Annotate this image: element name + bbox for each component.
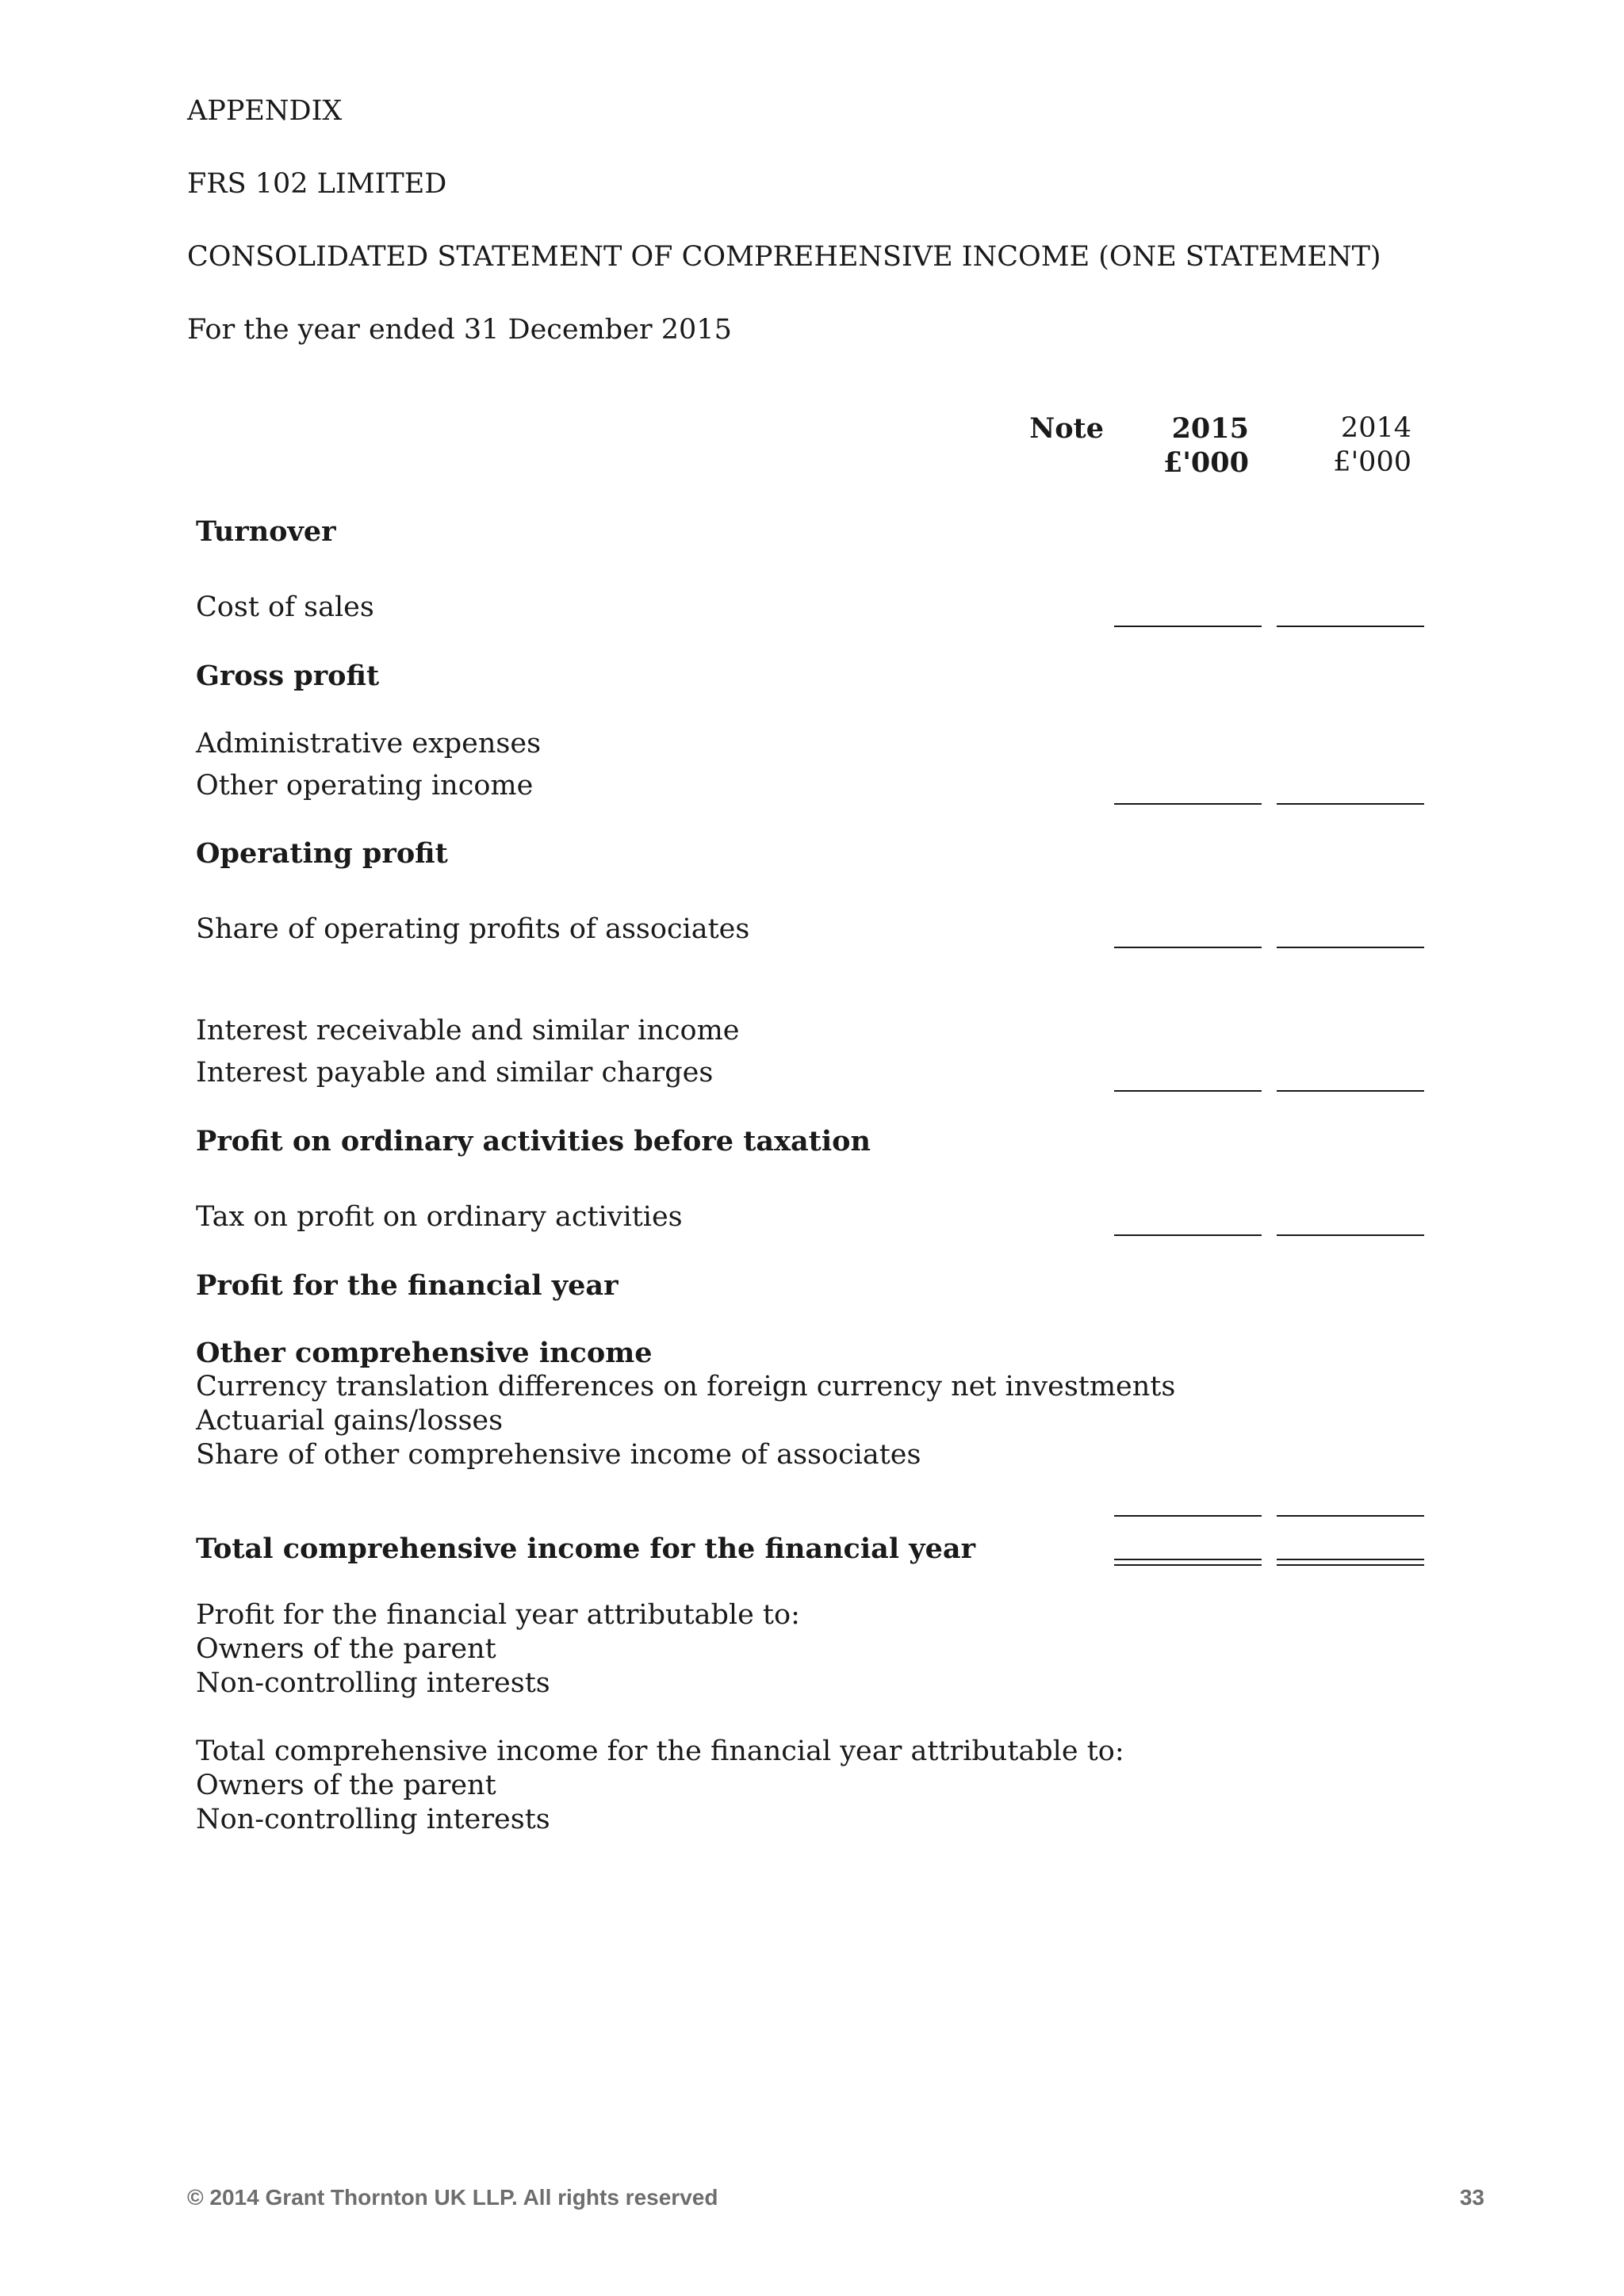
page-number: 33: [1459, 2185, 1484, 2210]
subtotal-rule-2014: [1277, 947, 1424, 948]
line-interest-receivable: Interest receivable and similar income: [196, 1015, 740, 1047]
subtotal-rule-2014: [1277, 1090, 1424, 1092]
footer-copyright: © 2014 Grant Thornton UK LLP. All rights reserved: [187, 2185, 718, 2210]
column-2015-unit: £'000: [1162, 446, 1249, 479]
line-tax-on-profit: Tax on profit on ordinary activities: [196, 1201, 683, 1233]
line-profit-attributable: Profit for the financial year attributable to:: [196, 1599, 800, 1631]
line-actuarial: Actuarial gains/losses: [196, 1405, 504, 1437]
subtotal-rule-2014: [1277, 1234, 1424, 1236]
line-currency-translation: Currency translation differences on foreign currency net investments: [196, 1371, 1176, 1402]
line-profit-before-tax: Profit on ordinary activities before taxation: [196, 1125, 871, 1158]
line-profit-for-year: Profit for the financial year: [196, 1269, 619, 1302]
line-operating-profit: Operating profit: [196, 837, 448, 870]
subtotal-rule-2015: [1114, 947, 1262, 948]
appendix-label: APPENDIX: [187, 95, 343, 127]
line-turnover: Turnover: [196, 515, 336, 548]
subtotal-rule-2015: [1114, 626, 1262, 627]
column-2014-unit: £'000: [1333, 446, 1411, 478]
column-2014-header: 2014: [1340, 412, 1411, 444]
line-share-oci-associates: Share of other comprehensive income of associates: [196, 1439, 921, 1471]
company-name: FRS 102 LIMITED: [187, 168, 447, 200]
subtotal-rule-2014: [1277, 1515, 1424, 1517]
subtotal-rule-2015: [1114, 1515, 1262, 1517]
line-interest-payable: Interest payable and similar charges: [196, 1057, 714, 1089]
line-total-comprehensive-income: Total comprehensive income for the financial year: [196, 1533, 976, 1565]
total-double-rule-2015: [1114, 1559, 1262, 1566]
column-note-header: Note: [1029, 412, 1104, 445]
line-cost-of-sales: Cost of sales: [196, 591, 374, 623]
line-tci-attributable: Total comprehensive income for the financial year attributable to:: [196, 1735, 1124, 1767]
line-oci-heading: Other comprehensive income: [196, 1337, 653, 1369]
period-label: For the year ended 31 December 2015: [187, 314, 732, 346]
line-share-operating-profits-associates: Share of operating profits of associates: [196, 913, 750, 945]
subtotal-rule-2015: [1114, 803, 1262, 805]
line-other-operating-income: Other operating income: [196, 770, 534, 802]
line-gross-profit: Gross profit: [196, 660, 380, 692]
subtotal-rule-2015: [1114, 1234, 1262, 1236]
line-owners-parent: Owners of the parent: [196, 1633, 496, 1665]
line-admin-expenses: Administrative expenses: [196, 728, 542, 760]
statement-title: CONSOLIDATED STATEMENT OF COMPREHENSIVE INCOME (ONE STATEMENT): [187, 241, 1381, 273]
subtotal-rule-2014: [1277, 626, 1424, 627]
subtotal-rule-2015: [1114, 1090, 1262, 1092]
line-nci: Non-controlling interests: [196, 1804, 550, 1835]
line-nci: Non-controlling interests: [196, 1667, 550, 1699]
subtotal-rule-2014: [1277, 803, 1424, 805]
line-owners-parent: Owners of the parent: [196, 1770, 496, 1801]
column-2015-header: 2015: [1171, 412, 1249, 445]
total-double-rule-2014: [1277, 1559, 1424, 1566]
